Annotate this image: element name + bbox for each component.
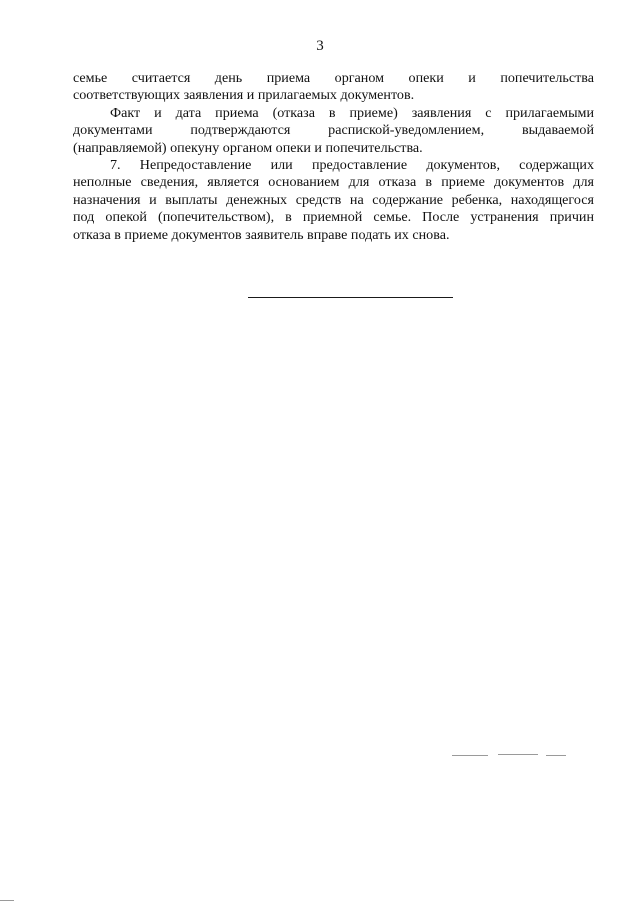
scan-artifact <box>452 755 488 756</box>
end-of-text-rule <box>248 297 453 298</box>
scan-artifact <box>0 900 14 901</box>
text-line: под опекой (попечительством), в приемной семье. После устранения причин <box>73 209 594 226</box>
text-line: документами подтверждаются распиской-уведомлением, выдаваемой <box>73 122 594 139</box>
body-text <box>73 70 594 244</box>
page-number: 3 <box>316 38 324 54</box>
text-line: отказа в приеме документов заявитель вправе подать их снова. <box>73 226 450 243</box>
paragraph-2 <box>73 105 594 157</box>
scan-artifact <box>546 755 566 756</box>
paragraph-3-item-7 <box>73 157 594 244</box>
paragraph-1 <box>73 70 594 105</box>
text-line: назначения и выплаты денежных средств на содержание ребенка, находящегося <box>73 191 594 208</box>
text-line: соответствующих заявления и прилагаемых документов. <box>73 87 415 104</box>
text-line: 7. Непредоставление или предоставление документов, содержащих <box>110 157 594 174</box>
text-line: (направляемой) опекуну органом опеки и попечительства. <box>73 139 423 156</box>
text-line: неполные сведения, является основанием для отказа в приеме документов для <box>73 174 594 191</box>
scan-artifact <box>498 754 538 755</box>
text-line: Факт и дата приема (отказа в приеме) заявления с прилагаемыми <box>110 104 594 121</box>
text-line: семье считается день приема органом опеки и попечительства <box>73 70 594 86</box>
